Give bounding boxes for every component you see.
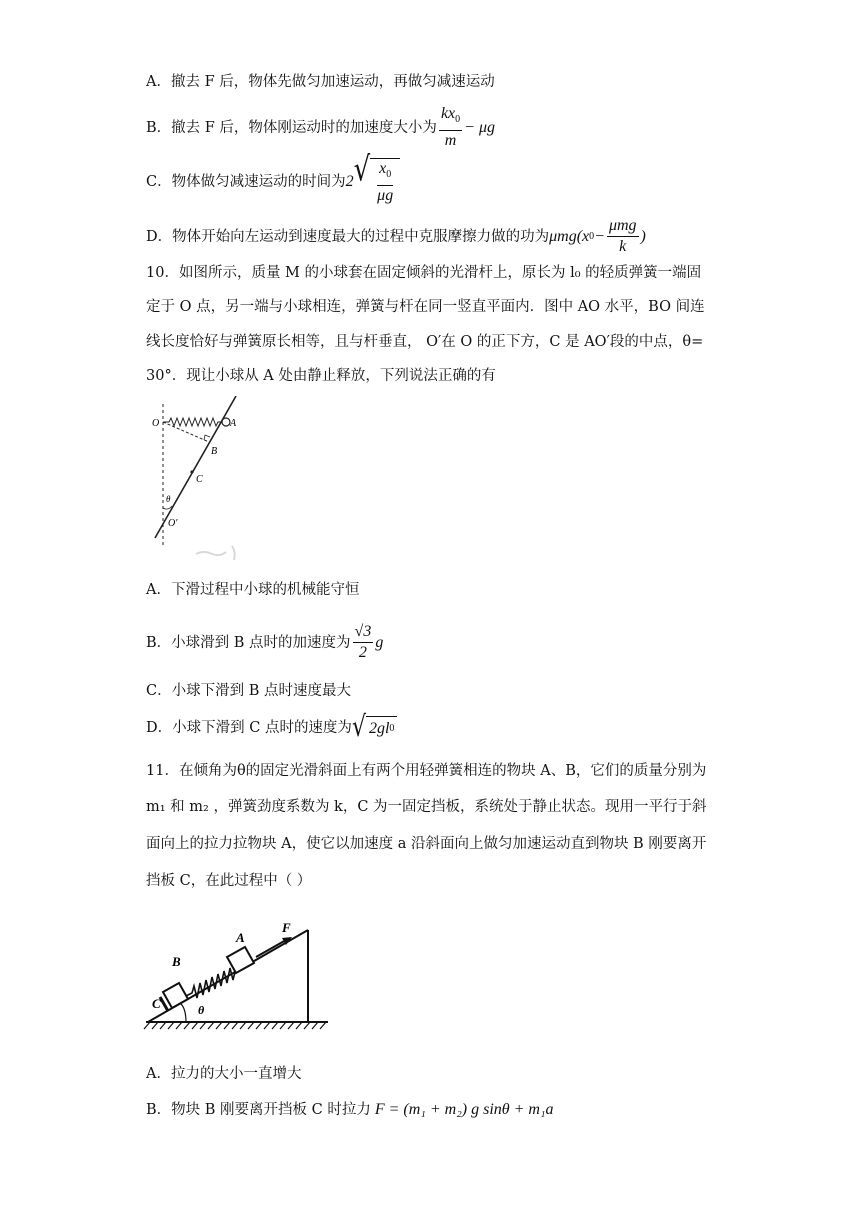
- q9-option-b-tail: − μg: [464, 118, 495, 136]
- q10-label-o: O: [152, 418, 160, 429]
- q10-stem-line-3: 线长度恰好与弹簧原长相等，且与杆垂直， O′在 O 的正下方，C 是 AO′段的中点，θ=: [146, 334, 704, 350]
- q10-option-b-tail: g: [375, 633, 384, 651]
- q9-option-a: A．撤去 F 后，物体先做匀加速运动，再做匀减速运动: [146, 74, 495, 90]
- q10-option-d-prefix: D．小球下滑到 C 点时的速度为: [146, 720, 352, 736]
- q9-d-den: k: [619, 238, 627, 255]
- q9-option-b-prefix: B．撤去 F 后，物体刚运动时的加速度大小为: [146, 119, 437, 136]
- q9-d-num: μmg: [607, 216, 639, 237]
- q10-label-theta: θ: [166, 494, 171, 504]
- q11-spring: [186, 968, 236, 998]
- q11-force-arrow: [256, 940, 286, 957]
- q11-option-b: [146, 1100, 554, 1120]
- q10-label-b: B: [211, 446, 218, 457]
- q10-inclined-rod: [155, 396, 236, 538]
- q10-option-b-prefix: B．小球滑到 B 点时的加速度为: [146, 634, 351, 651]
- q10-figure: [148, 396, 248, 568]
- q11-figure: [142, 910, 342, 1040]
- q10-stem-line-1: 10．如图所示，质量 M 的小球套在固定倾斜的光滑杆上，原长为 l₀ 的轻质弹簧一端固: [146, 265, 702, 281]
- q9-c-sqrt: √ $\frac{x_0}{\mu g}$: [354, 158, 401, 206]
- q11-block-b: [163, 983, 188, 1008]
- q10-label-c: C: [196, 474, 203, 485]
- q9-b-num: kx: [440, 105, 456, 122]
- q10-d-rad-sub: 0: [389, 722, 395, 734]
- q11-label-theta: θ: [198, 1003, 205, 1017]
- q11-ground-hatch: [144, 1022, 326, 1029]
- q11-label-b: B: [172, 954, 181, 969]
- q9-option-c: [146, 150, 400, 206]
- q11-option-b-prefix: B．物块 B 刚要离开挡板 C 时拉力: [146, 1102, 371, 1118]
- q10-right-angle-mark: [204, 435, 210, 440]
- q9-option-d: [146, 216, 646, 257]
- q10-stem-line-2: 定于 O 点，另一端与小球相连，弹簧与杆在同一竖直平面内．图中 AO 水平，BO 间连: [146, 299, 705, 315]
- q10-option-a: A．下滑过程中小球的机械能守恒: [146, 582, 360, 598]
- q10-d-radicand: 2gl: [368, 719, 390, 737]
- q11-label-f: F: [282, 920, 291, 935]
- q10-label-a: A: [230, 418, 237, 429]
- q9-option-b: [146, 104, 495, 151]
- q9-d-expr-end: ): [640, 227, 646, 245]
- q10-angle-arc: [163, 506, 172, 509]
- q10-spring: [163, 418, 222, 426]
- q10-option-b-fraction: [353, 622, 374, 663]
- q10-label-o-prime: O′: [168, 518, 178, 529]
- q9-c-den: μg: [377, 187, 394, 204]
- q10-ball: [222, 418, 230, 426]
- q11-angle-arc: [180, 1003, 186, 1022]
- q9-option-c-fraction: [375, 159, 395, 206]
- q10-stem-line-4: 30°．现让小球从 A 处由静止释放，下列说法正确的有: [146, 368, 496, 384]
- q9-d-expr-sub: 0: [589, 230, 595, 242]
- q10-point-c: [190, 470, 193, 473]
- q9-c-num: x: [379, 160, 387, 177]
- q9-option-d-fraction: [607, 216, 639, 257]
- q10-option-d: [146, 711, 397, 744]
- q10-scan-smudge: [196, 546, 235, 560]
- q10-b-num: √3: [353, 622, 374, 643]
- q11-stem-line-3: 面向上的拉力拉物块 A，使它以加速度 a 沿斜面向上做匀加速运动直到物块 B 刚要离开: [146, 836, 707, 852]
- q11-stem-line-4: 挡板 C，在此过程中（ ）: [146, 873, 312, 889]
- q11-option-b-formula: F = (m₁ + m₂) g sinθ + m₁a: [374, 1101, 554, 1118]
- q9-b-den: m: [444, 132, 457, 149]
- q11-label-c: C: [152, 996, 161, 1011]
- q9-option-d-prefix: D．物体开始向左运动到速度最大的过程中克服摩擦力做的功为: [146, 228, 550, 245]
- q10-option-c: C．小球下滑到 B 点时速度最大: [146, 683, 351, 699]
- q9-d-expr-mid: −: [594, 227, 605, 245]
- q9-option-b-fraction: [439, 104, 462, 151]
- q9-c-coef: 2: [345, 173, 354, 190]
- q11-stem-line-2: m₁ 和 m₂ ，弹簧劲度系数为 k，C 为一固定挡板，系统处于静止状态。现用一平行于斜: [146, 799, 707, 815]
- q9-option-c-prefix: C．物体做匀减速运动的时间为: [146, 174, 346, 190]
- q11-label-a: A: [236, 930, 245, 945]
- q9-c-num-sub: 0: [386, 169, 392, 180]
- q11-stem-line-1: 11．在倾角为θ的固定光滑斜面上有两个用轻弹簧相连的物块 A、B，它们的质量分别为: [146, 763, 707, 779]
- q10-d-sqrt: √ 2gl 0: [352, 716, 397, 740]
- q10-option-b: [146, 622, 383, 663]
- q9-d-expr-pre: μmg(x: [549, 227, 590, 245]
- q11-option-a: A．拉力的大小一直增大: [146, 1066, 302, 1082]
- q10-b-den: 2: [358, 644, 367, 661]
- q9-b-num-sub: 0: [455, 114, 461, 125]
